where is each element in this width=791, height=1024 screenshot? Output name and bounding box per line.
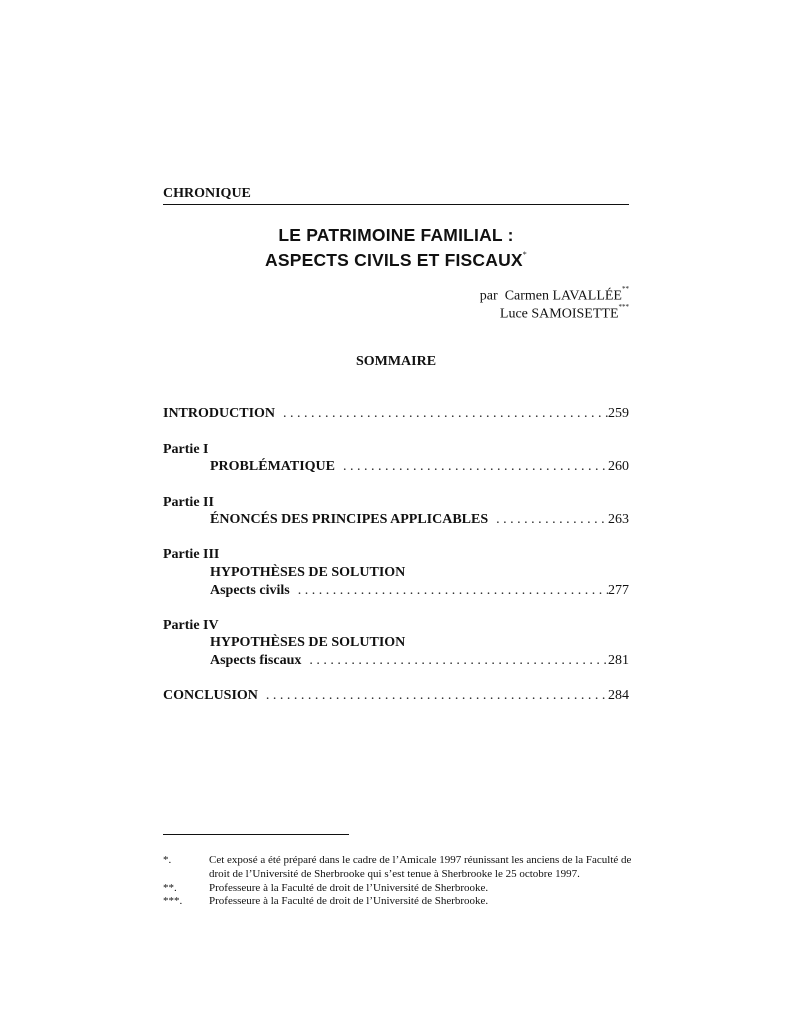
- article-title-line-1: LE PATRIMOINE FAMILIAL :: [278, 225, 514, 245]
- toc-label: Aspects fiscaux: [210, 653, 302, 668]
- author-1-name: Carmen LAVALLÉE: [504, 288, 622, 304]
- toc-leader-dots: [335, 458, 608, 476]
- author-prefix: par: [479, 288, 498, 304]
- footnote-text: Professeure à la Faculté de droit de l’Université de Sherbrooke.: [209, 895, 489, 907]
- footnote-text: Professeure à la Faculté de droit de l’Université de Sherbrooke.: [209, 882, 489, 894]
- article-title-line-2: [163, 246, 629, 271]
- author-2: [500, 301, 629, 324]
- toc-label: Aspects civils: [210, 583, 290, 598]
- toc-page-number: 259: [608, 406, 629, 421]
- footnote: [163, 853, 633, 881]
- toc-page-number: 277: [608, 583, 629, 598]
- toc-entry-part-1: [210, 458, 629, 476]
- toc-leader-dots: [301, 652, 608, 670]
- toc-part-label: Partie I: [163, 442, 209, 457]
- toc-leader-dots: [488, 511, 608, 529]
- toc-page-number: 260: [608, 459, 629, 474]
- footnote-mark: ***.: [163, 895, 183, 907]
- author-2-name: Luce SAMOISETTE: [499, 306, 619, 322]
- footnote: [163, 881, 633, 895]
- toc-entry-part-4: [210, 652, 629, 670]
- author-2-note-mark: ***: [618, 303, 629, 311]
- toc-entry-part-3: [210, 582, 629, 600]
- footnote: [163, 894, 633, 908]
- toc-leader-dots: [290, 582, 608, 600]
- toc-entry-conclusion: [163, 687, 629, 705]
- toc-label: CONCLUSION: [163, 688, 258, 703]
- toc-label: PROBLÉMATIQUE: [210, 459, 335, 474]
- section-label: CHRONIQUE: [163, 186, 629, 205]
- article-title-line-2-text: ASPECTS CIVILS ET FISCAUX: [264, 249, 523, 270]
- toc-part-title: HYPOTHÈSES DE SOLUTION: [210, 565, 406, 580]
- footnote-divider: [163, 834, 349, 835]
- toc-part-title: HYPOTHÈSES DE SOLUTION: [210, 635, 406, 650]
- toc-page-number: 263: [608, 512, 629, 527]
- toc-label: INTRODUCTION: [163, 406, 276, 421]
- toc-label: ÉNONCÉS DES PRINCIPES APPLICABLES: [210, 512, 489, 527]
- toc-entry-introduction: [163, 405, 629, 423]
- title-note-mark: *: [522, 250, 527, 259]
- toc-page-number: 281: [608, 653, 629, 668]
- toc-part-label: Partie III: [163, 547, 220, 562]
- toc-entry-part-2: [210, 511, 629, 529]
- toc-leader-dots: [258, 687, 608, 705]
- toc-part-label: Partie II: [163, 495, 214, 510]
- author-1-note-mark: **: [622, 285, 629, 293]
- toc-page-number: 284: [608, 688, 629, 703]
- footnote-mark: **.: [163, 882, 177, 894]
- summary-heading: SOMMAIRE: [355, 354, 437, 369]
- footnote-mark: *.: [163, 854, 172, 866]
- footnote-text: Cet exposé a été préparé dans le cadre de l’Amicale 1997 réunissant les anciens de la Faculté de droit de l’Université de Sherbrooke qui s’est tenue à Sherbrooke le 25 octobre 1997.: [209, 854, 632, 880]
- toc-part-label: Partie IV: [163, 618, 219, 633]
- toc-leader-dots: [275, 405, 608, 423]
